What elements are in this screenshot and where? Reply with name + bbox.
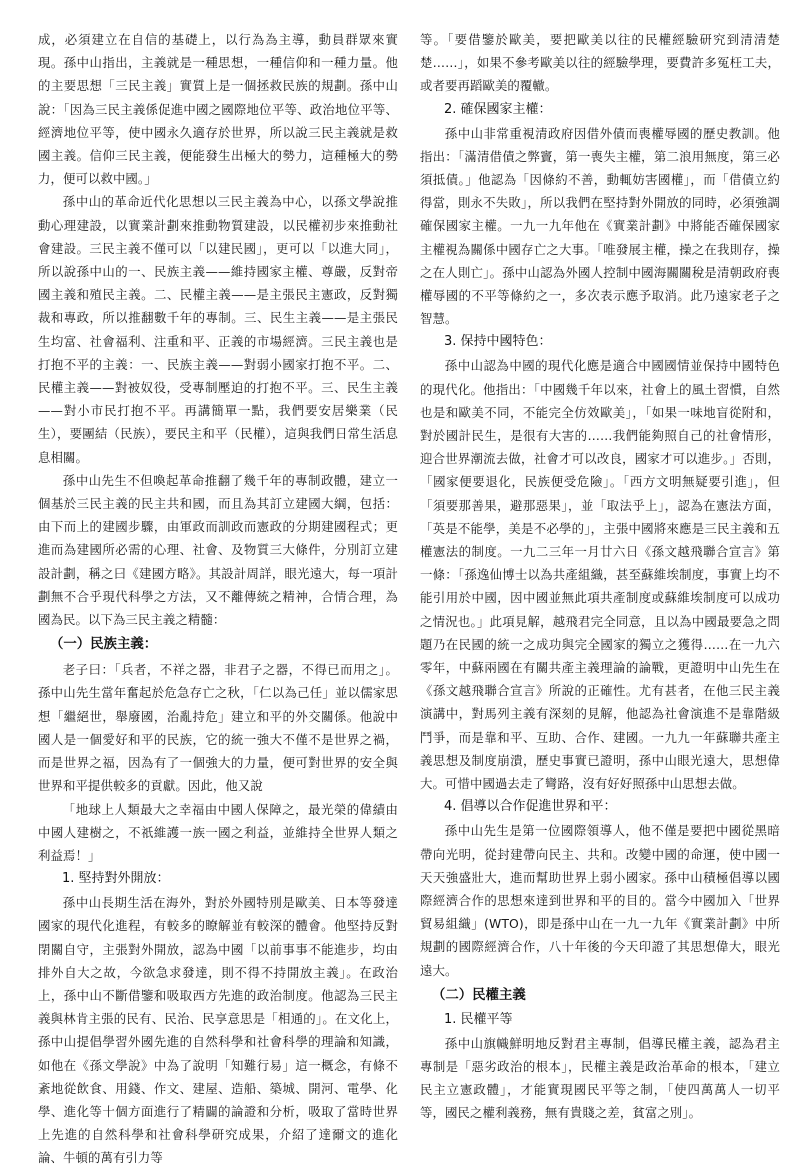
subheading-world-peace: 4. 倡導以合作促進世界和平： xyxy=(444,799,617,815)
section-heading-democracy: （二）民權主義 xyxy=(432,987,526,1003)
subheading-equality: 1. 民權平等 xyxy=(444,1011,513,1027)
subheading-chinese-characteristics: 3. 保持中國特色： xyxy=(444,334,552,350)
paragraph-open-policy: 孫中山長期生活在海外，對於外國特別是歐美、日本等發達國家的現代化進程，有較多的瞭解並有較深的體會。他堅持反對閉關自守，主張對外開放，認為中國「以前事事不能進步，均由排外自大之故，今欲急求發達，則不得不持開放主義」。在政治上，孫中山不斷借鑒和吸取西方先進的政治制度。他認為三民主義與林肯主張的民有、民治、民享意思是「相通的」。在文化上，孫中山提倡學習外國先進的自然科學和社會科學的理論和知識，如他在《孫文學說》中為了說明「知難行易」這一概念，有條不紊地從飲食、用錢、作文、建屋、造船、築城、開河、電學、化學、進化等十個方面進行了精闢的論證和分析，吸取了當時世界上先進的自然科學和社會科學研究成果，介紹了達爾文的進化論、牛頓的萬有引力等 xyxy=(38,895,398,1166)
paragraph-sovereignty: 孫中山非常重視清政府因借外債而喪權辱國的歷史教訓。他指出：「滿清借債之弊竇，第一喪失主權，第二浪用無度，第三必須抵債。」他認為「因條約不善，動輒妨害國權」，而「借債立約得當，則永不失敗」，所以我們在堅持對外開放的同時，必須強調確保國家主權。一九一九年他在《實業計劃》中將能否確保國家主權視為關係中國存亡之大事。「唯發展主權，操之在我則存，操之在人則亡」。孫中山認為外國人控制中國海關關稅是清朝政府喪權辱國的不平等條約之一，多次表示應予取消。此乃遠家老子之智慧。 xyxy=(420,125,780,327)
paragraph-nation-building: 孫中山先生不但喚起革命推翻了幾千年的專制政體，建立一個基於三民主義的民主共和國，而且為其訂立建國大綱，包括：由下而上的建國步驟，由軍政而訓政而憲政的分期建國程式；更進而為建國所必需的心理、社會、及物質三大條件，分別訂立建設計劃，稱之曰《建國方略》。其設計周詳，眼光遠大，每一項計劃無不合乎現代科學之方法，又不離傳統之精神，合情合理，為國為民。以下為三民主義之精髓： xyxy=(38,472,398,628)
right-column xyxy=(420,28,780,1121)
paragraph-quote-happiness: 「地球上人類最大之幸福由中國人保障之，最光榮的偉績由中國人建樹之，不祇維護一族一國之利益，並維持全世界人類之利益焉！」 xyxy=(38,801,398,863)
left-column xyxy=(38,28,398,1166)
section-heading-nationalism: （一）民族主義： xyxy=(50,637,158,653)
paragraph-chinese-characteristics: 孫中山認為中國的現代化應是適合中國國情並保持中國特色的現代化。他指出：「中國幾千年以來，社會上的風土習慣，自然也是和歐美不同，不能完全仿效歐美」，「如果一味地盲從附和，對於國計民生，是很有大害的……我們能夠照自己的社會情形，迎合世界潮流去做，社會才可以改良，國家才可以進步。」否則，「國家便要退化，民族便受危險」。「西方文明無疑要引進」，但「須要那善果，避那惡果」，並「取法乎上」，認為在憲法方面，「英是不能學，美是不必學的」，主張中國將來應是三民主義和五權憲法的制度。一九二三年一月廿六日《孫文越飛聯合宣言》第一條：「孫逸仙博士以為共產組織，甚至蘇維埃制度，事實上均不能引用於中國，因中國並無此項共產制度或蘇維埃制度可以成功之情況也。」此項見解，越飛君完全同意，且以為中國最要急之問題乃在民國的統一之成功與完全國家的獨立之獲得……在一九六零年，中蘇兩國在有關共產主義理論的論戰，更證明中山先生在《孫文越飛聯合宣言》所說的正確性。尤有甚者，在他三民主義演講中，對馬列主義有深刻的見解，他認為社會演進不是靠階級鬥爭，而是靠和平、互助、合作、建國。一九九一年蘇聯共產主義思想及制度崩潰，歷史事實已證明，孫中山眼光遠大，思想偉大。可惜中國過去走了彎路，沒有好好照孫中山思想去做。 xyxy=(420,358,780,792)
paragraph-modernization: 孫中山的革命近代化思想以三民主義為中心，以孫文學說推動心理建設，以實業計劃來推動物質建設，以民權初步來推動社會建設。三民主義不僅可以「以建民國」，更可以「以進大同」，所以說孫中山的一、民族主義——維持國家主權、尊嚴，反對帝國主義和殖民主義。二、民權主義——是主張民主憲政，反對獨裁和專政，所以推翻數千年的專制。三、民生主義——是主張民生均富、社會福利、注重和平、正義的市場經濟。三民主義也是打抱不平的主義：一、民族主義——對弱小國家打抱不平。二、民權主義——對被奴役，受專制壓迫的打抱不平。三、民生主義——對小市民打抱不平。再講簡單一點，我們要安居樂業（民生），要團結（民族），要民主和平（民權），這與我們日常生活息息相關。 xyxy=(38,194,398,465)
paragraph-world-peace: 孫中山先生是第一位國際領導人，他不僅是要把中國從黑暗帶向光明，從封建帶向民主、共和。改變中國的命運，使中國一天天強盛壯大，進而幫助世界上弱小國家。孫中山積極倡導以國際經濟合作的思想來達到世界和平的目的。當今中國加入「世界貿易組織」(WTO)，即是孫中山在一九一九年《實業計劃》中所規劃的國際經濟合作，八十年後的今天印證了其思想偉大，眼光遠大。 xyxy=(420,823,780,978)
subheading-open-policy: 1. 堅持對外開放： xyxy=(62,871,170,887)
subheading-sovereignty: 2. 確保國家主權： xyxy=(444,101,552,117)
paragraph-equality: 孫中山旗幟鮮明地反對君主專制，倡導民權主義，認為君主專制是「惡劣政治的根本」，民權主義是政治革命的根本，「建立民主立憲政體」，才能實現國民平等之制，「使四萬萬人一切平等，國民之權利義務，無有貴賤之差，貧富之別」。 xyxy=(420,1035,780,1121)
paragraph-laozi: 老子曰：「兵者，不祥之器，非君子之器，不得已而用之」。孫中山先生當年奮起於危急存亡之秋，「仁以為己任」並以儒家思想「繼絕世，舉廢國，治亂持危」建立和平的外交關係。他說中國人是一個愛好和平的民族，它的統一強大不僅不是世界之禍，而是世界之福，因為有了一個強大的力量，便可對世界的安全與世界和平提供較多的貢獻。因此，他又說 xyxy=(38,662,398,794)
paragraph-continuation: 等。「要借鑒於歐美，要把歐美以往的民權經驗研究到清清楚楚……」，如果不參考歐美以往的經驗學理，要費許多冤枉工夫，或者要再蹈歐美的覆轍。 xyxy=(420,32,780,94)
paragraph-intro: 成，必須建立在自信的基礎上，以行為為主導，動員群眾來實現。孫中山指出，主義就是一種思想，一種信仰和一種力量。他的主要思想「三民主義」實質上是一個拯救民族的規劃。孫中山說：「因為三民主義係促進中國之國際地位平等、政治地位平等、經濟地位平等，使中國永久適存於世界，所以說三民主義就是救國主義。信仰三民主義，便能發生出極大的勢力，這種極大的勢力，便可以救中國。」 xyxy=(38,32,398,187)
